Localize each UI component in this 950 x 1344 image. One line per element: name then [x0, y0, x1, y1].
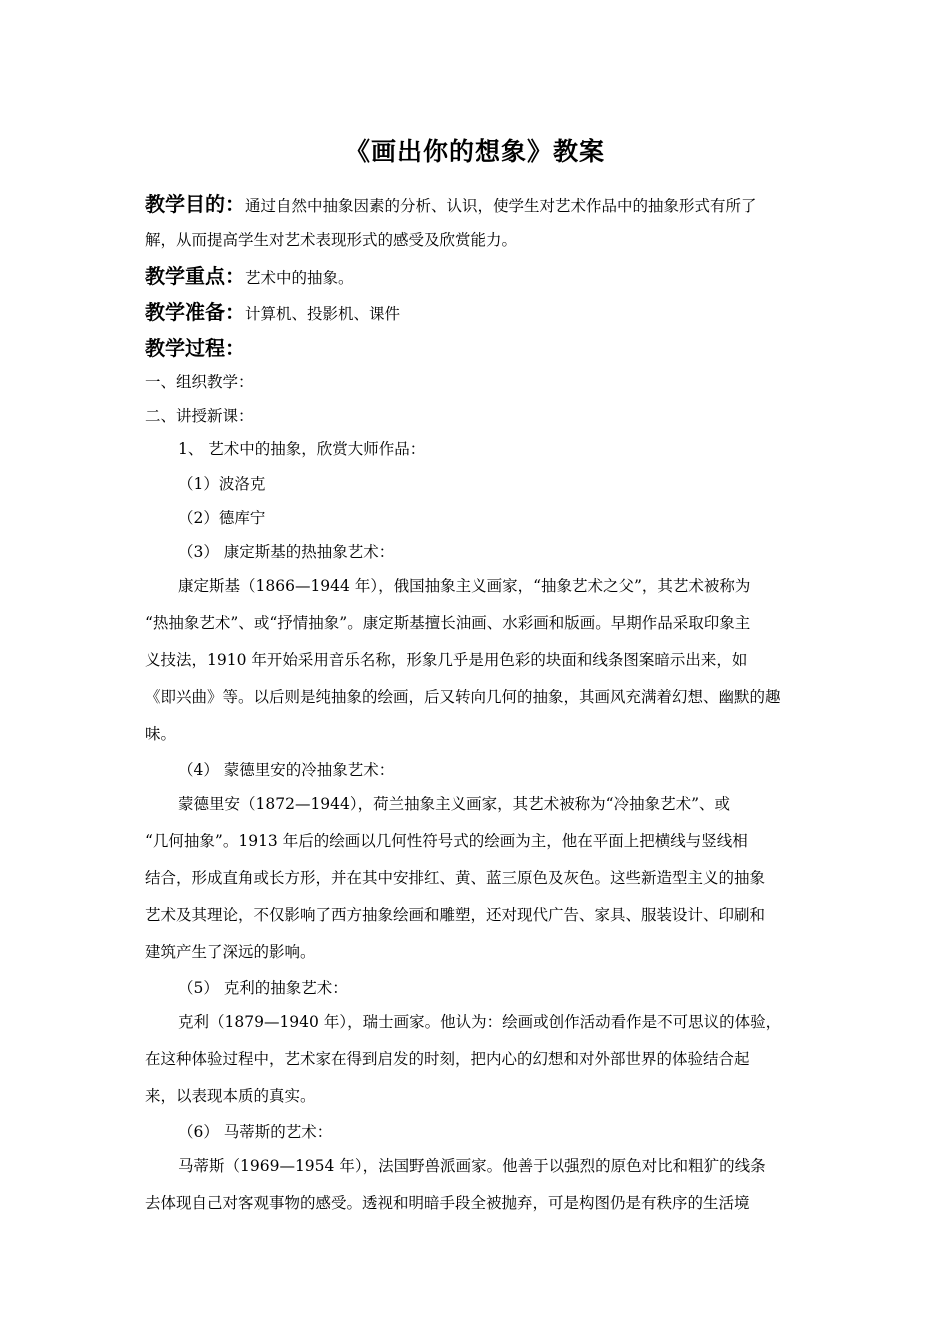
mondrian-line-5: 建筑产生了深远的影响。	[145, 943, 316, 961]
kandinsky-line-3: 义技法，1910 年开始采用音乐名称，形象几乎是用色彩的块面和线条图案暗示出来，如	[145, 651, 748, 669]
objective-label: 教学目的：	[145, 192, 245, 216]
matisse-line-2: 去体现自己对客观事物的感受。透视和明暗手段全被抛弃，可是构图仍是有秩序的生活境	[145, 1194, 750, 1212]
objective-text-2: 解，从而提高学生对艺术表现形式的感受及欣赏能力。	[145, 231, 518, 249]
focus-line	[145, 260, 825, 289]
klee-line-1: 克利（1879—1940 年），瑞士画家。他认为：绘画或创作活动看作是不可思议的体验，	[178, 1013, 782, 1031]
kandinsky-line-5: 味。	[145, 725, 177, 743]
focus-text: 艺术中的抽象。	[245, 269, 354, 287]
mondrian-line-2: “几何抽象”。1913 年后的绘画以几何性符号式的绘画为主，他在平面上把横线与竖线相	[145, 832, 748, 850]
matisse-line-1: 马蒂斯（1969—1954 年），法国野兽派画家。他善于以强烈的原色对比和粗犷的线条	[178, 1157, 766, 1175]
item-4: （4） 蒙德里安的冷抽象艺术：	[178, 761, 395, 779]
objective-line	[145, 188, 825, 217]
item-6: （6） 马蒂斯的艺术：	[178, 1123, 333, 1141]
klee-line-2: 在这种体验过程中，艺术家在得到启发的时刻，把内心的幻想和对外部世界的体验结合起	[145, 1050, 750, 1068]
focus-label: 教学重点：	[145, 264, 245, 288]
prep-label: 教学准备：	[145, 300, 245, 324]
prep-line	[145, 296, 825, 325]
objective-text-1: 通过自然中抽象因素的分析、认识，使学生对艺术作品中的抽象形式有所了	[245, 197, 757, 215]
mondrian-line-3: 结合，形成直角或长方形，并在其中安排红、黄、蓝三原色及灰色。这些新造型主义的抽象	[145, 869, 766, 887]
kandinsky-line-4: 《即兴曲》等。以后则是纯抽象的绘画，后又转向几何的抽象，其画风充满着幻想、幽默的趣	[145, 688, 781, 706]
prep-text: 计算机、投影机、课件	[245, 305, 401, 323]
klee-line-3: 来，以表现本质的真实。	[145, 1087, 316, 1105]
kandinsky-line-1: 康定斯基（1866—1944 年），俄国抽象主义画家，“抽象艺术之父”，其艺术被称为	[178, 577, 751, 595]
item-2: （2）德库宁	[178, 509, 266, 527]
process-label: 教学过程：	[145, 336, 245, 360]
item-5: （5） 克利的抽象艺术：	[178, 979, 348, 997]
item-1: （1）波洛克	[178, 475, 266, 493]
kandinsky-line-2: “热抽象艺术”、或“抒情抽象”。康定斯基擅长油画、水彩画和版画。早期作品采取印象主	[145, 614, 751, 632]
step-2: 二、讲授新课：	[145, 407, 254, 425]
page-title: 《画出你的想象》教案	[344, 137, 605, 166]
sub-section-1: 1、 艺术中的抽象，欣赏大师作品：	[178, 440, 426, 458]
mondrian-line-4: 艺术及其理论，不仅影响了西方抽象绘画和雕塑，还对现代广告、家具、服装设计、印刷和	[145, 906, 766, 924]
mondrian-line-1: 蒙德里安（1872—1944），荷兰抽象主义画家，其艺术被称为“冷抽象艺术”、或	[178, 795, 730, 813]
step-1: 一、组织教学：	[145, 373, 254, 391]
item-3: （3） 康定斯基的热抽象艺术：	[178, 543, 395, 561]
process-line	[145, 332, 825, 361]
